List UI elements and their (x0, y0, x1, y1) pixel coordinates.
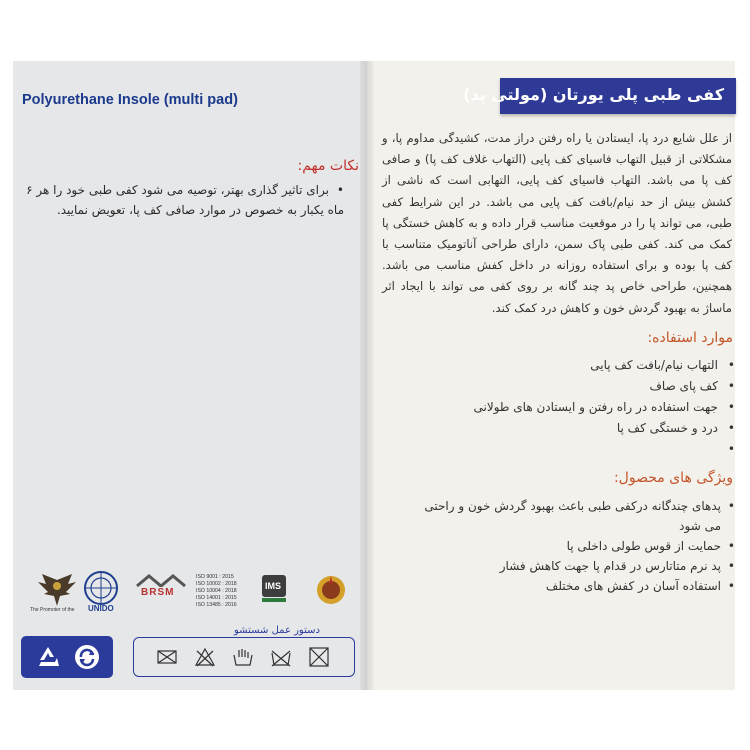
features-list (405, 496, 735, 596)
intro-paragraph: از علل شایع درد پا، ایستادن یا راه رفتن دراز مدت، کشیدگی مداوم پا، و مشکلاتی از قبیل التهاب فاسیای کف پایی (التهاب غلاف کف پا) و صافی کف پا می باشد. التهاب فاسیای کف پایی، التهابی است که ناشی از کشش بیش از حد نیام/بافت کف پایی می باشد. در این شرایط کفی طبی، می تواند پا را در موقعیت مناسب قرار داده و به کاهش خستگی پا کمک می کند. کفی طبی پاک سمن، دارای طراحی آناتومیک متناسب با کف پا بوده و برای استفاده روزانه در داخل کفش مناسب می باشد. همچنین، طراحی خاص پد چند گانه بر روی کفی می تواند با ایجاد اثر ماساژ به بهبود گردش خون و کاهش درد کمک کند. (382, 131, 732, 315)
feature-item: • پد نرم متاتارس در قدام پا جهت کاهش فشار (405, 556, 735, 576)
iso-line: ISO 13485 : 2016 (196, 602, 237, 608)
no-tumble-dry-icon (156, 647, 178, 671)
persian-title-bar: کفی طبی پلی یورتان (مولتی پد) (500, 78, 736, 114)
iso-line: ISO 10002 : 2018 (196, 581, 237, 587)
unido-label: UNIDO (88, 604, 114, 613)
ims-logo (259, 572, 289, 610)
brsm-label: BRSM (141, 587, 175, 598)
gold-emblem-logo (313, 572, 349, 612)
no-dry-clean-icon (308, 646, 330, 672)
notes-heading: نکات مهم: (297, 158, 359, 174)
washing-instructions-title: دستور عمل شستشو (230, 625, 324, 636)
ims-label: IMS (265, 581, 282, 591)
usage-item: • التهاب نیام/بافت کف پایی (405, 355, 735, 376)
iso-line: ISO 10004 : 2018 (196, 588, 237, 594)
unido-caption: The Promoter of the (30, 607, 75, 613)
usage-item: • کف پای صاف (405, 376, 735, 397)
notes-item: • برای تاثیر گذاری بهتر، توصیه می شود کفی طبی خود را هر ۶ ماه یکبار به خصوص در موارد صافی کف پا، تعویض نمایید. (18, 180, 344, 220)
no-wash-icon (270, 647, 292, 671)
washing-instructions-box (133, 637, 355, 677)
features-heading: ویژگی های محصول: (613, 470, 733, 486)
recycle-panel (21, 636, 113, 678)
usage-item: • درد و خستگی کف پا (405, 418, 735, 439)
feature-item: • پدهای چندگانه درکفی طبی باعث بهبود گردش خون و راحتی می شود (405, 496, 735, 536)
fold-crease (360, 61, 374, 690)
feature-item: • حمایت از قوس طولی داخلی پا (405, 536, 735, 556)
no-bleach-icon (194, 646, 216, 672)
recycle-icon (35, 644, 61, 674)
usage-item: • جهت استفاده در راه رفتن و ایستادن های طولانی (405, 397, 735, 418)
iso-line: ISO 14001 : 2015 (196, 595, 237, 601)
iso-certifications (196, 574, 237, 609)
usage-list (405, 355, 735, 460)
usage-heading: موارد استفاده: (647, 330, 733, 346)
usage-item (405, 439, 735, 460)
notes-list (18, 180, 344, 220)
iso-line: ISO 9001 : 2015 (196, 574, 234, 580)
reuse-arrows-icon (73, 643, 101, 675)
hand-wash-icon (232, 647, 254, 671)
feature-item: • استفاده آسان در کفش های مختلف (405, 576, 735, 596)
english-title: Polyurethane Insole (multi pad) (22, 92, 238, 108)
